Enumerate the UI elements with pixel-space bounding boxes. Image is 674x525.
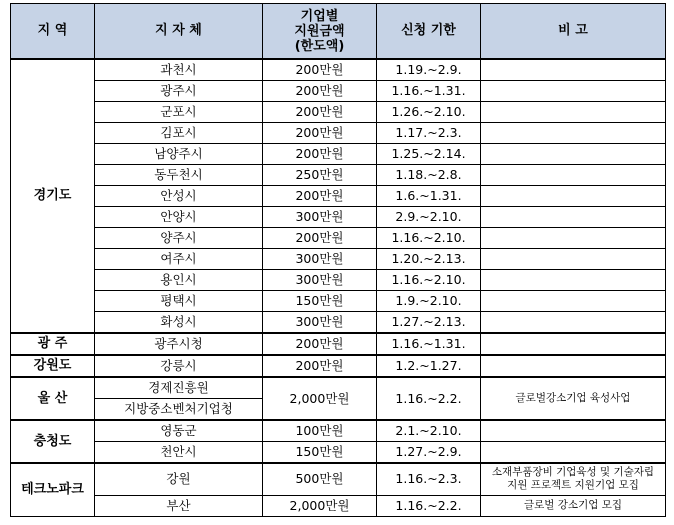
cell-amount: 2,000만원: [263, 495, 377, 516]
cell-amount: 2,000만원: [263, 377, 377, 420]
cell-note: [481, 59, 666, 81]
header-amount-line2: 지원금액: [294, 23, 345, 39]
cell-note: [481, 144, 666, 165]
cell-amount: 200만원: [263, 186, 377, 207]
cell-deadline: 1.16.~1.31.: [377, 333, 481, 355]
cell-deadline: 1.2.~1.27.: [377, 355, 481, 377]
table-row: [11, 463, 666, 495]
cell-municipality: 광주시청: [95, 333, 263, 355]
table-row: [11, 377, 666, 399]
table-row: [11, 442, 666, 464]
note-line2: 지원 프로젝트 지원기업 모집: [507, 479, 639, 492]
cell-note: [481, 165, 666, 186]
cell-note: [481, 81, 666, 102]
table-row: [11, 270, 666, 291]
cell-amount: 300만원: [263, 312, 377, 334]
region-gwangju: 광 주: [11, 333, 95, 355]
cell-deadline: 1.16.~2.10.: [377, 228, 481, 249]
cell-municipality: 양주시: [95, 228, 263, 249]
table-row: [11, 165, 666, 186]
cell-amount: 200만원: [263, 81, 377, 102]
note-line1: 소재부품장비 기업육성 및 기술자립: [491, 466, 655, 479]
cell-deadline: 1.16.~1.31.: [377, 81, 481, 102]
cell-amount: 200만원: [263, 123, 377, 144]
cell-deadline: 2.9.~2.10.: [377, 207, 481, 228]
cell-amount: 200만원: [263, 355, 377, 377]
table-row: [11, 333, 666, 355]
cell-deadline: 1.17.~2.3.: [377, 123, 481, 144]
cell-deadline: 1.25.~2.14.: [377, 144, 481, 165]
cell-municipality: 영동군: [95, 420, 263, 442]
cell-note: [481, 291, 666, 312]
table-row: [11, 123, 666, 144]
cell-municipality: 강릉시: [95, 355, 263, 377]
region-technopark: 테크노파크: [11, 463, 95, 516]
cell-note: [481, 312, 666, 334]
table-row: [11, 495, 666, 516]
region-gangwon: 강원도: [11, 355, 95, 377]
table-row: [11, 420, 666, 442]
cell-amount: 250만원: [263, 165, 377, 186]
table-row: [11, 59, 666, 81]
cell-amount: 200만원: [263, 228, 377, 249]
cell-deadline: 1.18.~2.8.: [377, 165, 481, 186]
cell-amount: 300만원: [263, 270, 377, 291]
cell-note: [481, 102, 666, 123]
cell-note: [481, 463, 666, 495]
cell-municipality: 안양시: [95, 207, 263, 228]
table-row: [11, 102, 666, 123]
cell-note: [481, 249, 666, 270]
header-amount: [263, 4, 377, 60]
cell-deadline: 1.16.~2.2.: [377, 495, 481, 516]
cell-note: [481, 442, 666, 464]
header-amount-line3: (한도액): [294, 38, 345, 54]
cell-deadline: 1.27.~2.9.: [377, 442, 481, 464]
cell-amount: 150만원: [263, 291, 377, 312]
table-row: [11, 228, 666, 249]
cell-municipality: 군포시: [95, 102, 263, 123]
cell-deadline: 1.27.~2.13.: [377, 312, 481, 334]
cell-amount: 150만원: [263, 442, 377, 464]
cell-deadline: 1.20.~2.13.: [377, 249, 481, 270]
cell-note: [481, 333, 666, 355]
cell-amount: 200만원: [263, 102, 377, 123]
cell-deadline: 1.16.~2.2.: [377, 377, 481, 420]
cell-amount: 100만원: [263, 420, 377, 442]
cell-municipality: 부산: [95, 495, 263, 516]
table-row: [11, 291, 666, 312]
cell-municipality: 용인시: [95, 270, 263, 291]
header-row: [11, 4, 666, 60]
cell-note: 글로벌 강소기업 모집: [481, 495, 666, 516]
cell-amount: 300만원: [263, 249, 377, 270]
cell-municipality: 평택시: [95, 291, 263, 312]
cell-deadline: 1.26.~2.10.: [377, 102, 481, 123]
cell-amount: 500만원: [263, 463, 377, 495]
header-note: 비 고: [481, 4, 666, 60]
table-row: [11, 186, 666, 207]
cell-deadline: 1.16.~2.3.: [377, 463, 481, 495]
header-amount-line1: 기업별: [300, 8, 339, 24]
cell-municipality: 김포시: [95, 123, 263, 144]
cell-amount: 200만원: [263, 144, 377, 165]
cell-note: [481, 420, 666, 442]
table-row: [11, 81, 666, 102]
cell-deadline: 1.16.~2.10.: [377, 270, 481, 291]
cell-note: [481, 207, 666, 228]
cell-municipality: 광주시: [95, 81, 263, 102]
cell-amount: 200만원: [263, 333, 377, 355]
cell-note: [481, 270, 666, 291]
header-municipality: 지 자 체: [95, 4, 263, 60]
cell-municipality: 화성시: [95, 312, 263, 334]
table-row: [11, 249, 666, 270]
cell-municipality: 과천시: [95, 59, 263, 81]
table-row: [11, 312, 666, 334]
table-row: [11, 207, 666, 228]
table-row: [11, 355, 666, 377]
cell-municipality: 경제진흥원: [95, 377, 263, 399]
cell-municipality: 남양주시: [95, 144, 263, 165]
header-deadline: 신청 기한: [377, 4, 481, 60]
cell-municipality: 안성시: [95, 186, 263, 207]
support-table: [10, 3, 666, 517]
cell-note: [481, 355, 666, 377]
cell-note: [481, 228, 666, 249]
header-region: 지 역: [11, 4, 95, 60]
cell-municipality: 지방중소벤처기업청: [95, 399, 263, 421]
table-row: [11, 144, 666, 165]
cell-municipality: 강원: [95, 463, 263, 495]
cell-note: [481, 123, 666, 144]
cell-municipality: 동두천시: [95, 165, 263, 186]
cell-deadline: 1.9.~2.10.: [377, 291, 481, 312]
cell-deadline: 1.19.~2.9.: [377, 59, 481, 81]
cell-note: [481, 186, 666, 207]
region-chungcheong: 충청도: [11, 420, 95, 463]
cell-deadline: 1.6.~1.31.: [377, 186, 481, 207]
cell-amount: 200만원: [263, 59, 377, 81]
cell-amount: 300만원: [263, 207, 377, 228]
cell-municipality: 여주시: [95, 249, 263, 270]
region-gyeonggi: 경기도: [11, 59, 95, 333]
cell-deadline: 2.1.~2.10.: [377, 420, 481, 442]
region-ulsan: 울 산: [11, 377, 95, 420]
cell-note: 글로벌강소기업 육성사업: [481, 377, 666, 420]
cell-municipality: 천안시: [95, 442, 263, 464]
